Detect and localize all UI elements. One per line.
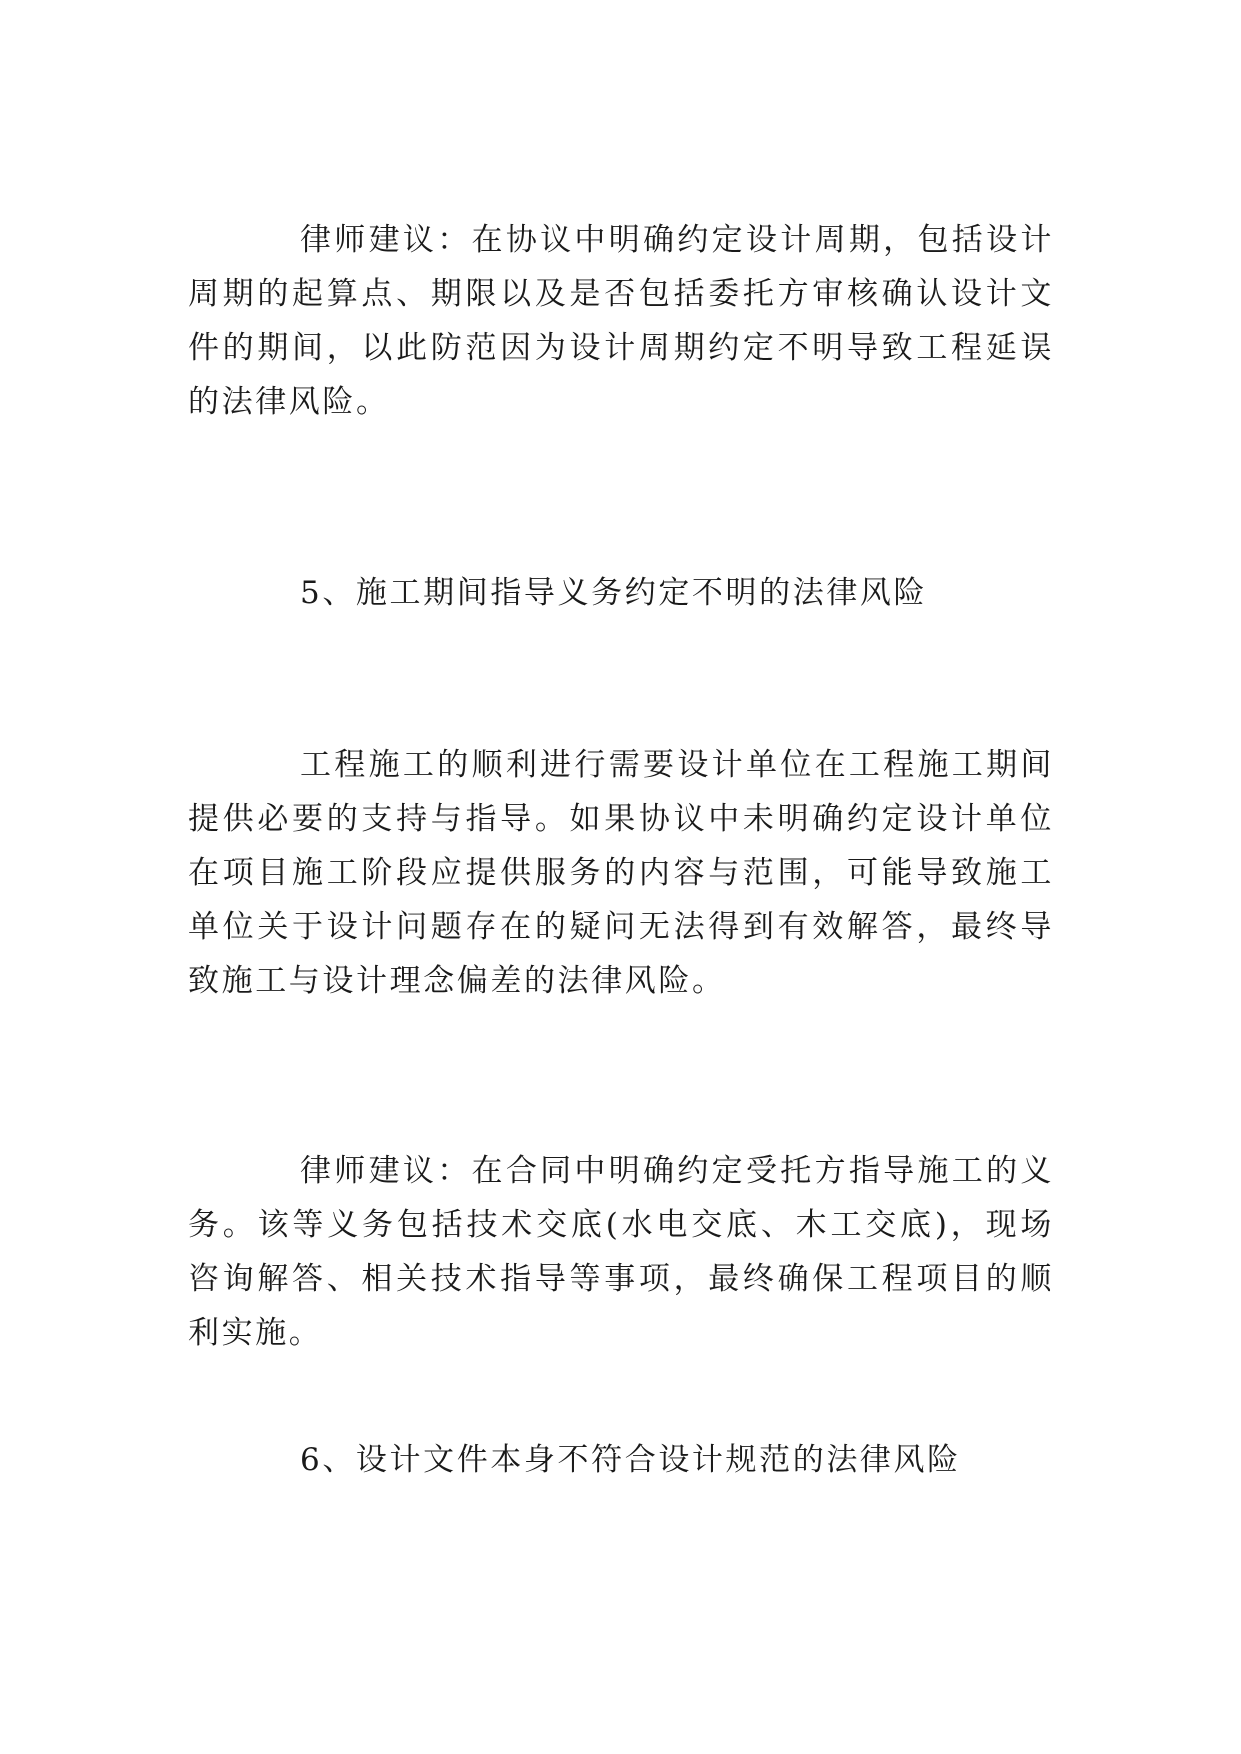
section-heading-6: 6、设计文件本身不符合设计规范的法律风险 [300,1442,961,1478]
lawyer-advice-paragraph-construction-guidance: 律师建议：在合同中明确约定受托方指导施工的义务。该等义务包括技术交底(水电交底、木工交底)，现场咨询解答、相关技术指导等事项，最终确保工程项目的顺利实施。 [188,1153,1054,1351]
construction-guidance-paragraph: 工程施工的顺利进行需要设计单位在工程施工期间提供必要的支持与指导。如果协议中未明确约定设计单位在项目施工阶段应提供服务的内容与范围，可能导致施工单位关于设计问题存在的疑问无法得到有效解答，最终导致施工与设计理念偏差的法律风险。 [188,747,1054,999]
lawyer-advice-paragraph-design-cycle: 律师建议：在协议中明确约定设计周期，包括设计周期的起算点、期限以及是否包括委托方审核确认设计文件的期间，以此防范因为设计周期约定不明导致工程延误的法律风险。 [188,222,1054,420]
section-heading-5: 5、施工期间指导义务约定不明的法律风险 [300,575,928,611]
